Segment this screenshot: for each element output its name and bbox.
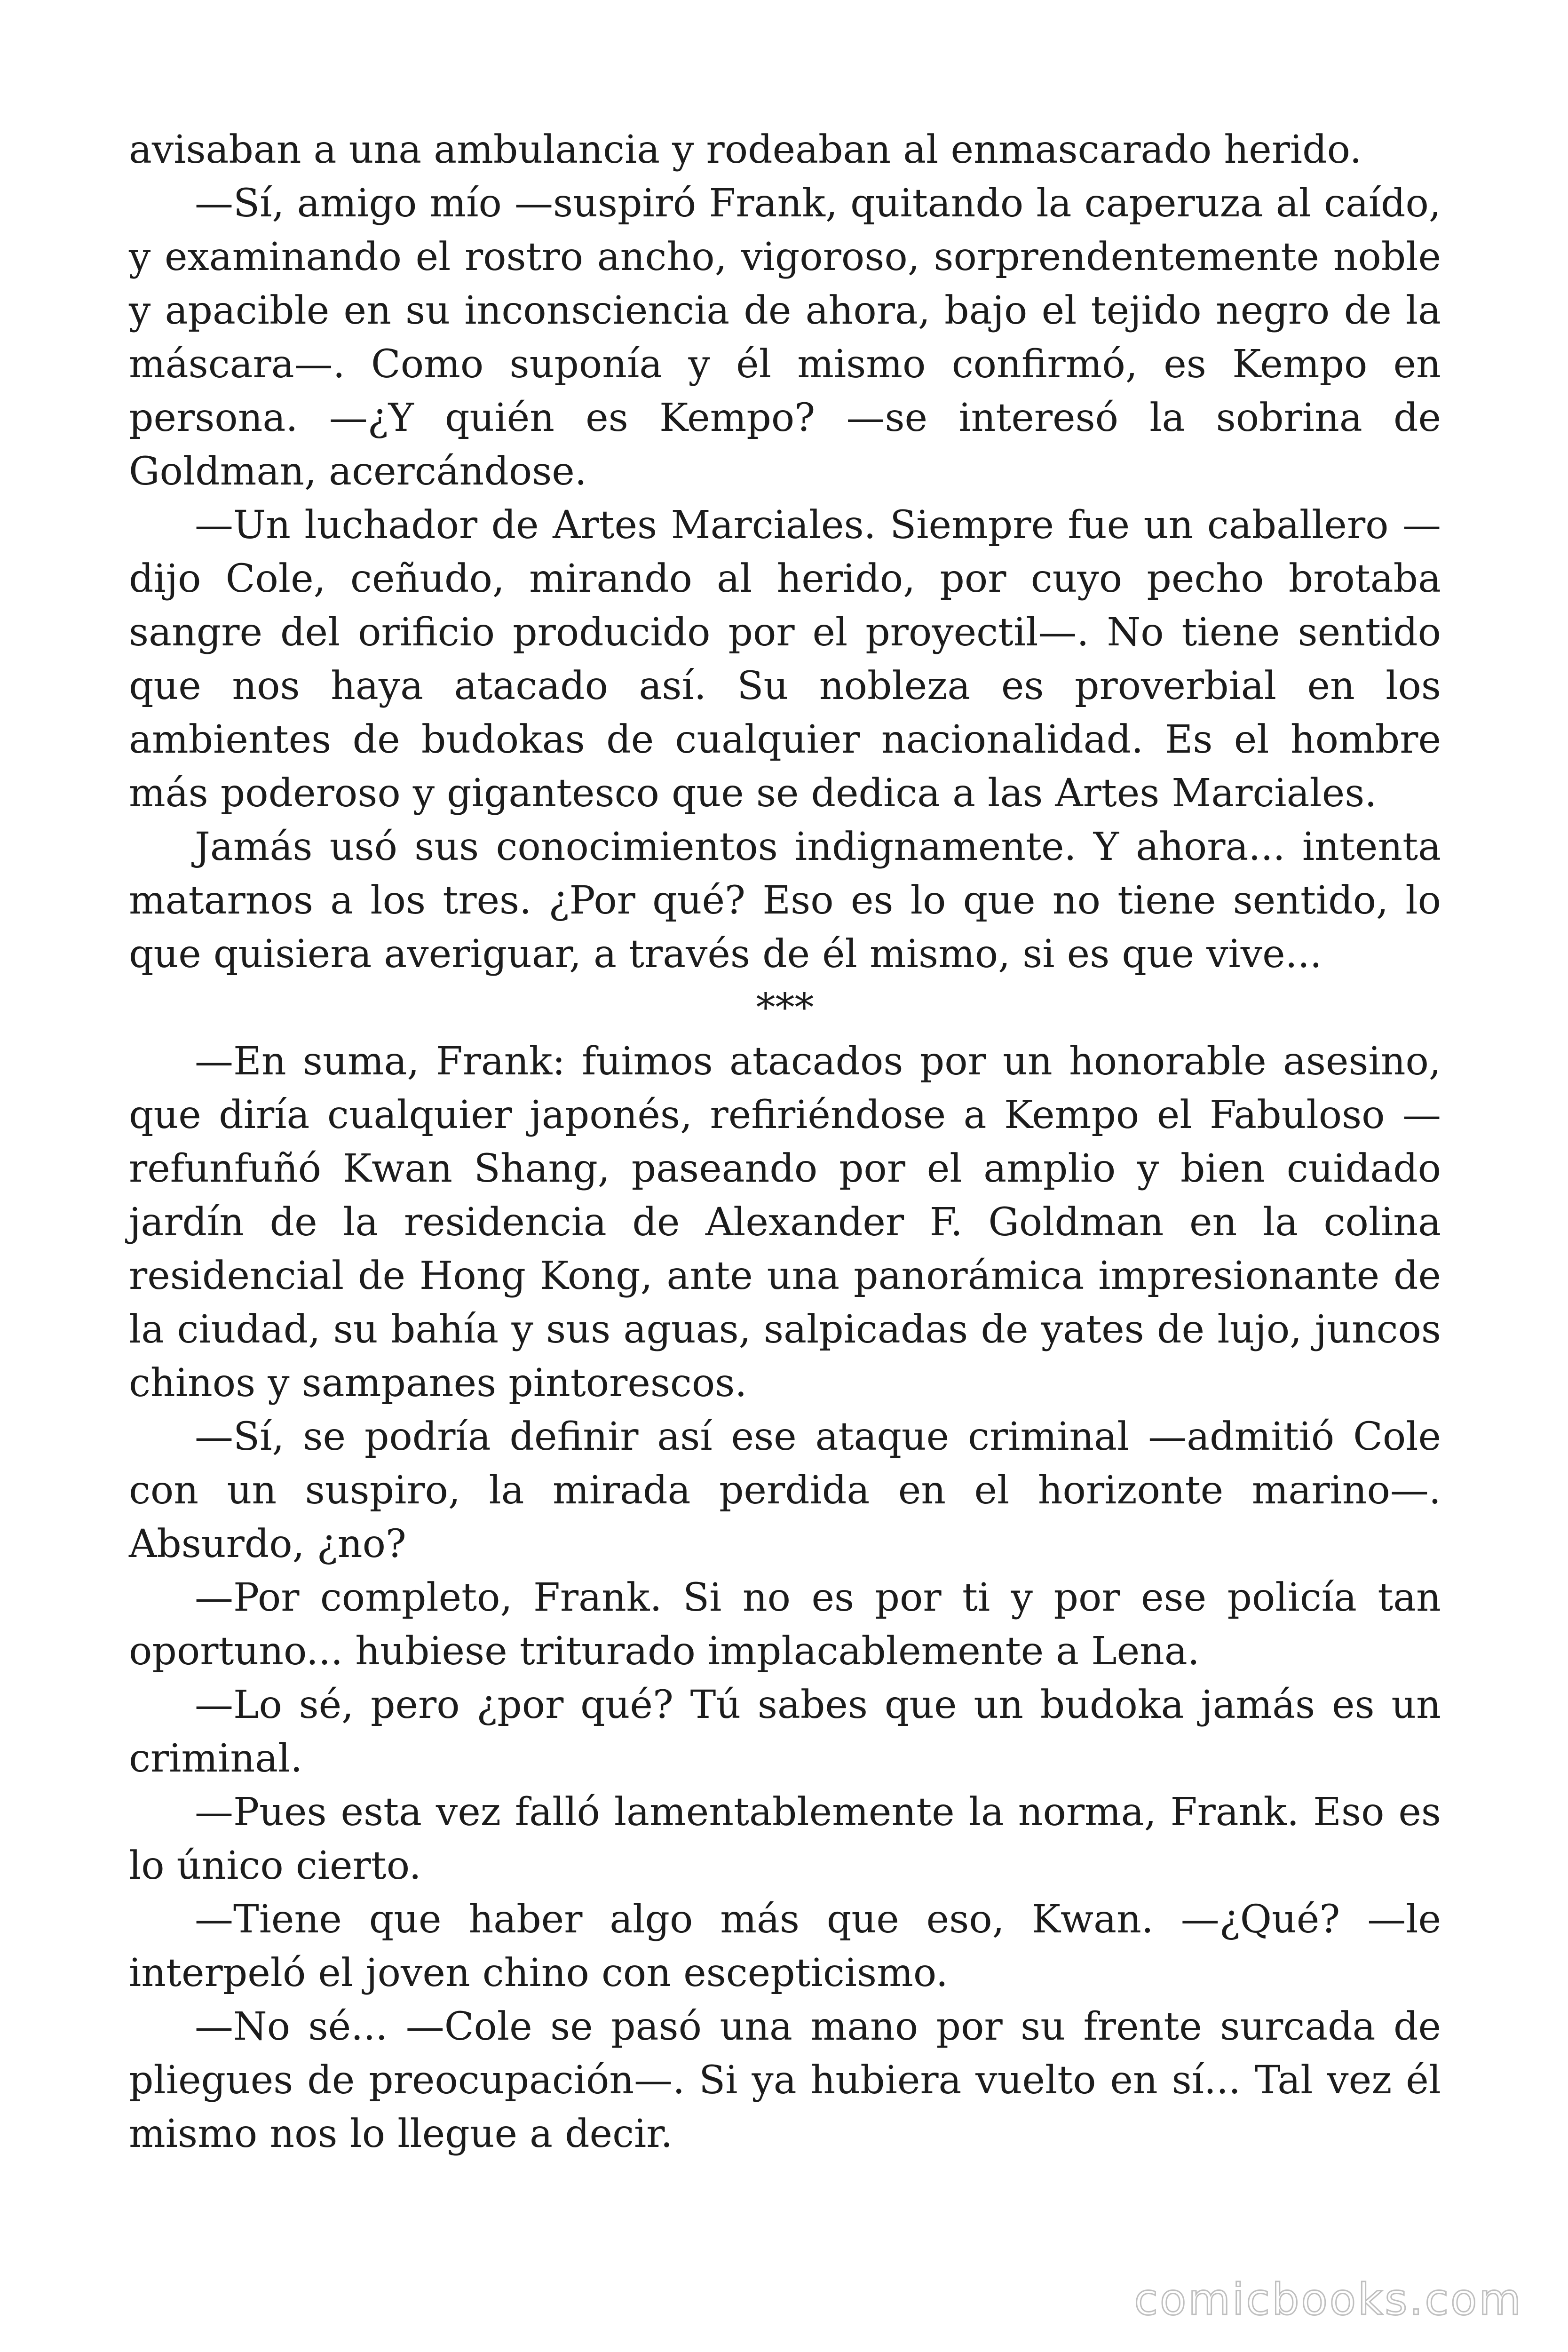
paragraph: —Tiene que haber algo más que eso, Kwan. —¿Qué? —le interpeló el joven chino con escepticismo. bbox=[129, 1897, 1441, 1995]
paragraph: —Lo sé, pero ¿por qué? Tú sabes que un budoka jamás es un criminal. bbox=[129, 1683, 1441, 1781]
section-separator: *** bbox=[756, 985, 814, 1030]
paragraph: —Un luchador de Artes Marciales. Siempre fue un caballero —dijo Cole, ceñudo, mirando al herido, por cuyo pecho brotaba sangre del orificio producido por el proyectil—. No tiene sentido que nos haya atacado así. Su nobleza es proverbial en los ambientes de budokas de cualquier nacionalidad. Es el hombre más poderoso y gigantesco que se dedica a las Artes Marciales. bbox=[129, 503, 1441, 816]
paragraph: —No sé... —Cole se pasó una mano por su frente surcada de pliegues de preocupación—. Si ya hubiera vuelto en sí... Tal vez él mismo nos lo llegue a decir. bbox=[129, 2004, 1441, 2156]
paragraph: avisaban a una ambulancia y rodeaban al enmascarado herido. bbox=[129, 127, 1362, 172]
watermark: comicbooks.com bbox=[1134, 2274, 1523, 2325]
paragraph: —Por completo, Frank. Si no es por ti y por ese policía tan oportuno... hubiese triturado implacablemente a Lena. bbox=[129, 1575, 1441, 1674]
book-page-text bbox=[129, 123, 1441, 2161]
paragraph: Jamás usó sus conocimientos indignamente. Y ahora... intenta matarnos a los tres. ¿Por qué? Eso es lo que no tiene sentido, lo que quisiera averiguar, a través de él mismo, si es que vive... bbox=[129, 825, 1441, 977]
paragraph: —Sí, amigo mío —suspiró Frank, quitando la caperuza al caído, y examinando el rostro ancho, vigoroso, sorprendentemente noble y apacible en su inconsciencia de ahora, bajo el tejido negro de la máscara—. Como suponía y él mismo confirmó, es Kempo en persona. —¿Y quién es Kempo? —se interesó la sobrina de Goldman, acercándose. bbox=[129, 181, 1441, 494]
paragraph: —Sí, se podría definir así ese ataque criminal —admitió Cole con un suspiro, la mirada perdida en el horizonte marino—. Absurdo, ¿no? bbox=[129, 1414, 1441, 1566]
paragraph: —En suma, Frank: fuimos atacados por un honorable asesino, que diría cualquier japonés, refiriéndose a Kempo el Fabuloso —refunfuñó Kwan Shang, paseando por el amplio y bien cuidado jardín de la residencia de Alexander F. Goldman en la colina residencial de Hong Kong, ante una panorámica impresionante de la ciudad, su bahía y sus aguas, salpicadas de yates de lujo, juncos chinos y sampanes pintorescos. bbox=[129, 1039, 1441, 1406]
paragraph: —Pues esta vez falló lamentablemente la norma, Frank. Eso es lo único cierto. bbox=[129, 1790, 1441, 1888]
